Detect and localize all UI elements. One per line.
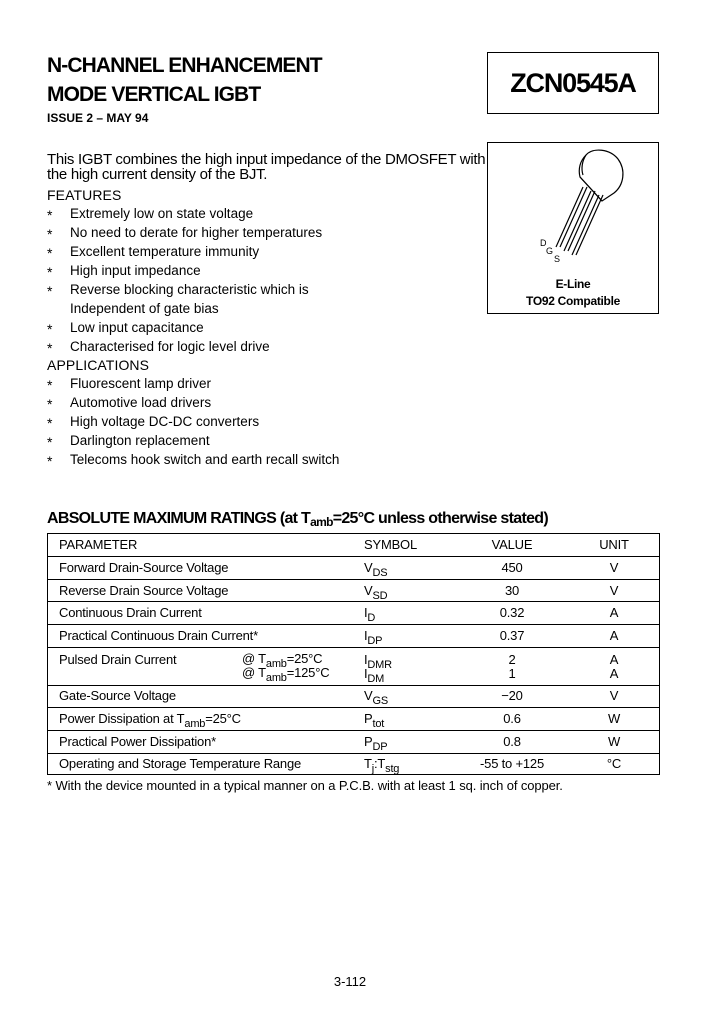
unit-cell: A	[609, 605, 619, 620]
page-number: 3-112	[333, 974, 367, 989]
symbol-cell: $I_{DMR}$	[364, 652, 392, 671]
list-item: High input impedance	[70, 263, 201, 278]
bullet-icon: *	[47, 434, 53, 450]
bullet-icon: *	[47, 226, 53, 242]
row-divider	[48, 579, 659, 580]
unit-cell: W	[607, 711, 621, 726]
symbol-cell: $V_{SD}$	[364, 583, 388, 602]
value-cell: 0.8	[503, 734, 521, 749]
param-cell: Continuous Drain Current	[59, 605, 202, 620]
unit-cell: A	[609, 652, 619, 667]
value-cell: 30	[504, 583, 520, 598]
param-cell: Forward Drain-Source Voltage	[59, 560, 229, 575]
condition-cell: @ $T_{amb}=125^\circ C$	[242, 665, 330, 684]
list-item: Automotive load drivers	[70, 395, 212, 410]
param-cell: Reverse Drain Source Voltage	[59, 583, 229, 598]
header-unit: UNIT	[599, 537, 629, 552]
header-value: VALUE	[491, 537, 533, 552]
list-item: No need to derate for higher temperatures	[70, 225, 323, 240]
list-item: Characterised for logic level drive	[70, 339, 270, 354]
header-symbol: SYMBOL	[364, 537, 417, 552]
unit-cell: V	[609, 688, 619, 703]
bullet-icon: *	[47, 283, 53, 299]
applications-heading: APPLICATIONS	[47, 357, 150, 373]
value-cell: 2	[508, 652, 516, 667]
value-cell: 0.37	[499, 628, 525, 643]
part-number-box	[487, 52, 659, 114]
list-item: Excellent temperature immunity	[70, 244, 260, 259]
pin-s-label: S	[554, 254, 561, 264]
symbol-cell: $P_{tot}$	[364, 711, 385, 730]
row-divider	[48, 624, 659, 625]
header-parameter: PARAMETER	[59, 537, 138, 552]
row-divider	[48, 685, 659, 686]
to92-package-icon	[488, 143, 658, 273]
row-divider	[48, 647, 659, 648]
value-cell: 450	[501, 560, 523, 575]
param-cell: Operating and Storage Temperature Range	[59, 756, 302, 771]
row-divider	[48, 556, 659, 557]
part-number: ZCN0545A	[510, 67, 636, 98]
bullet-icon: *	[47, 245, 53, 261]
bullet-icon: *	[47, 377, 53, 393]
intro-text: This IGBT combines the high input impedance of the DMOSFET with the high current density of the BJT.	[47, 151, 486, 183]
title-line-2: MODE VERTICAL IGBT	[47, 83, 261, 106]
row-divider	[48, 707, 659, 708]
condition-cell: @ $T_{amb}=25^\circ C$	[242, 651, 323, 670]
ratings-table	[47, 533, 660, 775]
bullet-icon: *	[47, 264, 53, 280]
list-item: Fluorescent lamp driver	[70, 376, 212, 391]
bullet-icon: *	[47, 396, 53, 412]
unit-cell: °C	[606, 756, 622, 771]
unit-cell: A	[609, 628, 619, 643]
value-cell: 0.6	[503, 711, 521, 726]
value-cell: 0.32	[499, 605, 525, 620]
unit-cell: W	[607, 734, 621, 749]
bullet-icon: *	[47, 321, 53, 337]
param-cell: Power Dissipation at $T_{amb}=25^\circ C$	[59, 711, 241, 730]
row-divider	[48, 601, 659, 602]
symbol-cell: $I_{DM}$	[364, 666, 385, 685]
bullet-icon: *	[47, 415, 53, 431]
list-item: High voltage DC-DC converters	[70, 414, 260, 429]
symbol-cell: $I_D$	[364, 605, 376, 624]
package-box	[487, 142, 659, 314]
package-compat: TO92 Compatible	[526, 294, 620, 308]
symbol-cell: $V_{DS}$	[364, 560, 388, 579]
pin-d-label: D	[540, 238, 547, 248]
symbol-cell: $I_{DP}$	[364, 628, 383, 647]
symbol-cell: $V_{GS}$	[364, 688, 388, 707]
issue-date: ISSUE 2 – MAY 94	[47, 111, 149, 125]
unit-cell: A	[609, 666, 619, 681]
package-name: E-Line	[555, 277, 591, 291]
param-cell: Pulsed Drain Current	[59, 652, 177, 667]
list-item: Independent of gate bias	[70, 301, 219, 316]
list-item: Reverse blocking characteristic which is	[70, 282, 309, 297]
bullet-icon: *	[47, 453, 53, 469]
list-item: Extremely low on state voltage	[70, 206, 254, 221]
pin-g-label: G	[546, 246, 554, 256]
ratings-title: ABSOLUTE MAXIMUM RATINGS (at $T_{amb}=25^\circ C$ unless otherwise stated)	[47, 510, 548, 529]
value-cell: −20	[501, 688, 523, 703]
value-cell: -55 to +125	[480, 756, 544, 771]
list-item: Telecoms hook switch and earth recall switch	[70, 452, 340, 467]
footnote: * With the device mounted in a typical manner on a P.C.B. with at least 1 sq. inch of copper.	[47, 778, 563, 793]
param-cell: Practical Continuous Drain Current*	[59, 628, 258, 643]
title-line-1: N-CHANNEL ENHANCEMENT	[47, 54, 322, 77]
row-divider	[48, 730, 659, 731]
symbol-cell: $T_j:T_{stg}$	[364, 756, 400, 775]
features-heading: FEATURES	[47, 187, 122, 203]
list-item: Low input capacitance	[70, 320, 204, 335]
row-divider	[48, 753, 659, 754]
bullet-icon: *	[47, 207, 53, 223]
param-cell: Practical Power Dissipation*	[59, 734, 216, 749]
param-cell: Gate-Source Voltage	[59, 688, 176, 703]
symbol-cell: $P_{DP}$	[364, 734, 388, 753]
unit-cell: V	[609, 560, 619, 575]
list-item: Darlington replacement	[70, 433, 210, 448]
unit-cell: V	[609, 583, 619, 598]
value-cell: 1	[508, 666, 516, 681]
bullet-icon: *	[47, 340, 53, 356]
